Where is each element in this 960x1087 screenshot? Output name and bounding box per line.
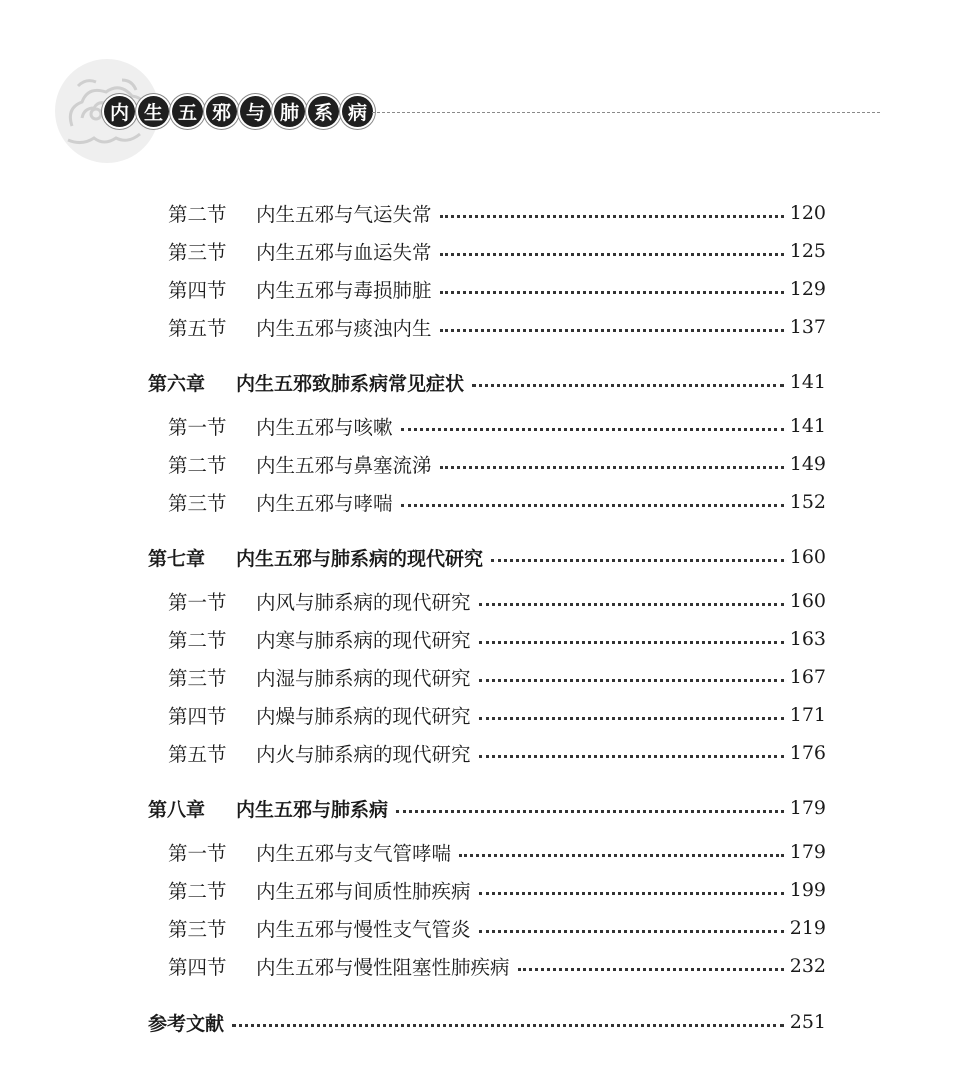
toc-references-entry[interactable] <box>0 1007 960 1037</box>
toc-chapter-entry[interactable] <box>0 793 960 823</box>
toc-page-number: 171 <box>789 704 826 726</box>
toc-section-entry[interactable] <box>0 913 960 943</box>
toc-entry-title: 内生五邪与血运失常 <box>256 241 432 264</box>
book-title-char: 肺 <box>274 96 305 127</box>
page-header <box>0 0 960 170</box>
toc-entry-label: 第五节 <box>168 743 227 766</box>
toc-entry-label: 第一节 <box>168 416 227 439</box>
toc-entry-label: 参考文献 <box>148 1012 225 1035</box>
book-title-char: 五 <box>172 96 203 127</box>
dot-leader <box>479 679 784 682</box>
toc-entry-title: 内火与肺系病的现代研究 <box>256 743 471 766</box>
toc-page-number: 219 <box>789 917 826 939</box>
toc-page-number: 179 <box>789 841 826 863</box>
toc-page-number: 160 <box>789 546 826 568</box>
toc-entry-title: 内生五邪与肺系病 <box>236 798 389 821</box>
book-title-char: 病 <box>342 96 373 127</box>
toc-page-number: 199 <box>789 879 826 901</box>
toc-entry-label: 第二节 <box>168 203 227 226</box>
toc-entry-title: 内生五邪与慢性阻塞性肺疾病 <box>256 956 510 979</box>
dot-leader <box>440 291 784 294</box>
toc-entry-title: 内生五邪与痰浊内生 <box>256 317 432 340</box>
toc-entry-title: 内生五邪致肺系病常见症状 <box>236 372 465 395</box>
toc-page-number: 149 <box>789 453 826 475</box>
toc-section-entry[interactable] <box>0 411 960 441</box>
toc-entry-title: 内生五邪与肺系病的现代研究 <box>236 547 484 570</box>
toc-chapter-entry[interactable] <box>0 542 960 572</box>
toc-entry-label: 第八章 <box>148 798 206 821</box>
dot-leader <box>401 504 784 507</box>
toc-entry-title: 内生五邪与咳嗽 <box>256 416 393 439</box>
dot-leader <box>440 466 784 469</box>
book-title <box>104 96 373 127</box>
toc-entry-label: 第四节 <box>168 956 227 979</box>
toc-section-entry[interactable] <box>0 738 960 768</box>
toc-section-entry[interactable] <box>0 662 960 692</box>
toc-section-entry[interactable] <box>0 624 960 654</box>
toc-entry-label: 第一节 <box>168 591 227 614</box>
toc-page-number: 232 <box>789 955 826 977</box>
dot-leader <box>518 968 784 971</box>
book-title-char: 生 <box>138 96 169 127</box>
toc-entry-label: 第三节 <box>168 918 227 941</box>
toc-page-number: 137 <box>789 316 826 338</box>
toc-entry-title: 内风与肺系病的现代研究 <box>256 591 471 614</box>
toc-section-entry[interactable] <box>0 236 960 266</box>
toc-page-number: 163 <box>789 628 826 650</box>
toc-entry-label: 第四节 <box>168 279 227 302</box>
toc-page-number: 125 <box>789 240 826 262</box>
toc-page-number: 251 <box>789 1011 826 1033</box>
toc-entry-label: 第二节 <box>168 629 227 652</box>
toc-entry-label: 第七章 <box>148 547 206 570</box>
dot-leader <box>396 810 784 813</box>
toc-entry-title: 内生五邪与哮喘 <box>256 492 393 515</box>
toc-page-number: 141 <box>789 371 826 393</box>
toc-page-number: 167 <box>789 666 826 688</box>
toc-entry-label: 第三节 <box>168 667 227 690</box>
book-title-char: 邪 <box>206 96 237 127</box>
book-title-char: 系 <box>308 96 339 127</box>
toc-entry-title: 内生五邪与气运失常 <box>256 203 432 226</box>
toc-section-entry[interactable] <box>0 449 960 479</box>
toc-entry-label: 第六章 <box>148 372 206 395</box>
toc-entry-label: 第二节 <box>168 880 227 903</box>
toc-entry-label: 第三节 <box>168 492 227 515</box>
dot-leader <box>472 384 784 387</box>
dot-leader <box>479 892 784 895</box>
dot-leader <box>401 428 784 431</box>
toc-entry-label: 第一节 <box>168 842 227 865</box>
toc-chapter-entry[interactable] <box>0 367 960 397</box>
toc-entry-label: 第三节 <box>168 241 227 264</box>
dot-leader <box>479 717 784 720</box>
toc-entry-label: 第二节 <box>168 454 227 477</box>
dot-leader <box>459 854 784 857</box>
book-title-char: 与 <box>240 96 271 127</box>
toc-page-number: 160 <box>789 590 826 612</box>
dot-leader <box>479 755 784 758</box>
dot-leader <box>491 559 784 562</box>
dot-leader <box>479 930 784 933</box>
toc-page-number: 179 <box>789 797 826 819</box>
dot-leader <box>232 1024 784 1027</box>
dot-leader <box>440 253 784 256</box>
toc-entry-title: 内生五邪与慢性支气管炎 <box>256 918 471 941</box>
toc-entry-title: 内生五邪与鼻塞流涕 <box>256 454 432 477</box>
toc-page-number: 152 <box>789 491 826 513</box>
book-title-char: 内 <box>104 96 135 127</box>
toc-section-entry[interactable] <box>0 837 960 867</box>
toc-section-entry[interactable] <box>0 951 960 981</box>
toc-page-number: 141 <box>789 415 826 437</box>
toc-section-entry[interactable] <box>0 875 960 905</box>
dot-leader <box>440 215 784 218</box>
toc-entry-title: 内生五邪与支气管哮喘 <box>256 842 452 865</box>
header-divider <box>372 112 880 113</box>
dot-leader <box>479 603 784 606</box>
toc-page-number: 129 <box>789 278 826 300</box>
toc-section-entry[interactable] <box>0 274 960 304</box>
toc-section-entry[interactable] <box>0 198 960 228</box>
toc-section-entry[interactable] <box>0 487 960 517</box>
toc-page-number: 120 <box>789 202 826 224</box>
toc-entry-label: 第四节 <box>168 705 227 728</box>
toc-section-entry[interactable] <box>0 586 960 616</box>
toc-section-entry[interactable] <box>0 312 960 342</box>
toc-entry-title: 内生五邪与间质性肺疾病 <box>256 880 471 903</box>
toc-page-number: 176 <box>789 742 826 764</box>
dot-leader <box>440 329 784 332</box>
dot-leader <box>479 641 784 644</box>
toc-entry-title: 内燥与肺系病的现代研究 <box>256 705 471 728</box>
toc-entry-title: 内寒与肺系病的现代研究 <box>256 629 471 652</box>
toc-entry-label: 第五节 <box>168 317 227 340</box>
toc-entry-title: 内湿与肺系病的现代研究 <box>256 667 471 690</box>
toc-section-entry[interactable] <box>0 700 960 730</box>
toc-entry-title: 内生五邪与毒损肺脏 <box>256 279 432 302</box>
